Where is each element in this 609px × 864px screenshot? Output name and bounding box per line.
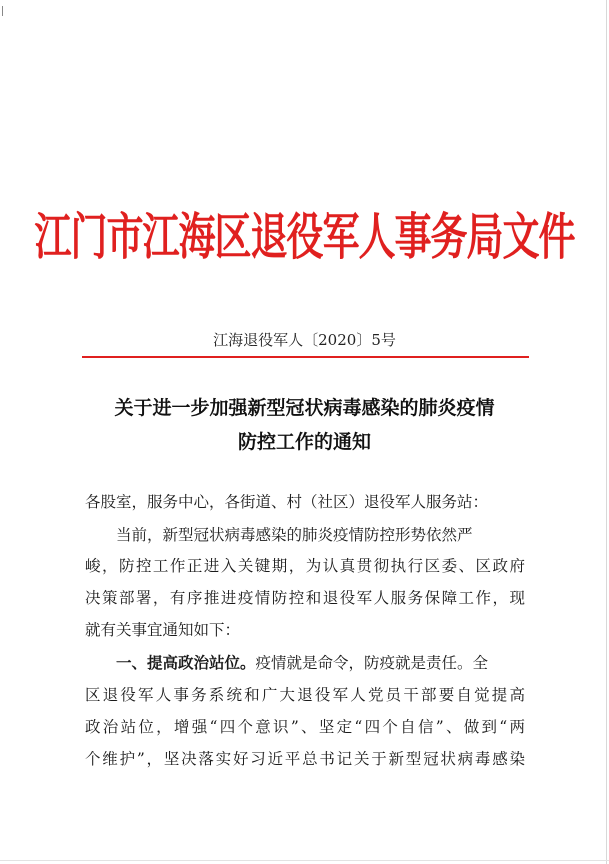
scan-edge-bottom xyxy=(0,860,609,861)
red-separator-line xyxy=(82,356,529,358)
section-1-heading: 一、提高政治站位。 xyxy=(116,653,256,672)
salutation: 各股室，服务中心，各街道、村（社区）退役军人服务站： xyxy=(85,493,489,511)
section-1-text: 疫情就是命令，防疫就是责任。全 xyxy=(255,654,489,672)
scan-mark xyxy=(2,6,3,16)
section-1-first-line xyxy=(85,648,556,678)
paragraph-line: 区退役军人事务系统和广大退役军人党员干部要自觉提高 xyxy=(85,686,525,704)
paragraph-line: 就有关事宜通知如下： xyxy=(85,621,241,639)
document-title-line-1: 关于进一步加强新型冠状病毒感染的肺炎疫情 xyxy=(114,397,495,419)
document-masthead: 江门市江海区退役军人事务局文件 xyxy=(34,206,575,267)
paragraph-line: 决策部署，有序推进疫情防控和退役军人服务保障工作，现 xyxy=(85,589,525,607)
paragraph-line: 政治站位，增强“四个意识”、坚定“四个自信”、做到“两 xyxy=(85,718,525,736)
paragraph-line: 个维护”，坚决落实好习近平总书记关于新型冠状病毒感染 xyxy=(85,750,525,768)
document-title-line-2: 防控工作的通知 xyxy=(237,431,371,453)
paragraph-line: 峻，防控工作正进入关键期，为认真贯彻执行区委、区政府 xyxy=(85,557,525,575)
document-number: 江海退役军人〔2020〕5号 xyxy=(213,331,396,349)
paragraph-line: 当前，新型冠状病毒感染的肺炎疫情防控形势依然严 xyxy=(116,526,473,544)
